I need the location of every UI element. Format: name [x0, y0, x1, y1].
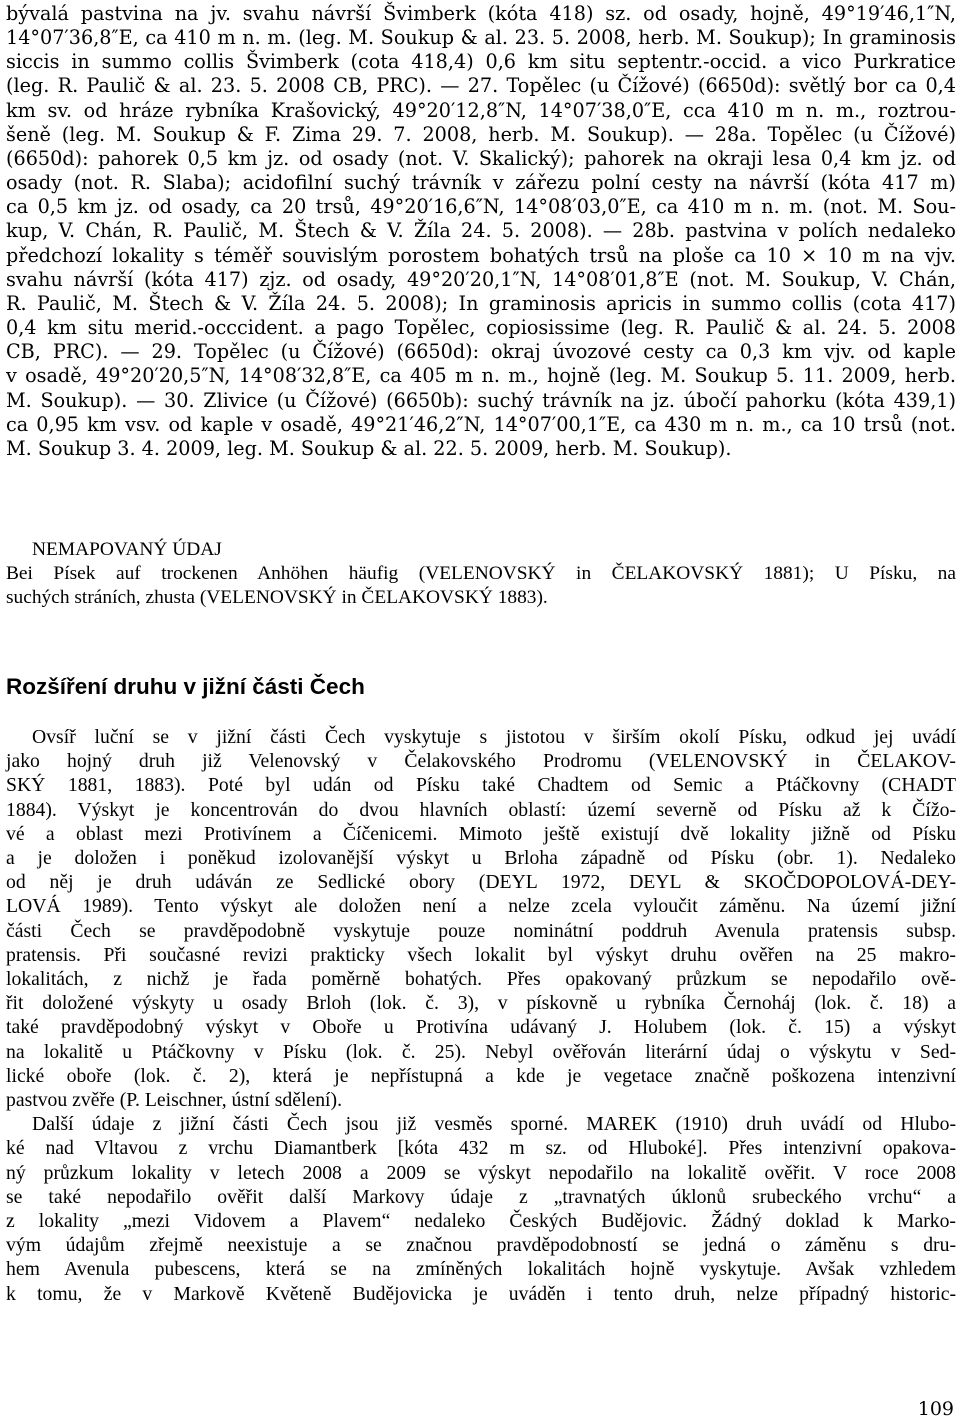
text-line: ké nad Vltavou z vrchu Diamantberk [kóta 432 m sz. od Hluboké]. Přes intenzivní opakova-: [6, 1137, 956, 1160]
section-body: [6, 725, 956, 1306]
text-line: na lokalitě u Ptáčkovny v Písku (lok. č. 25). Nebyl ověřován literární údaj o výskytu v Sed-: [6, 1040, 956, 1063]
text-line: Bei Písek auf trockenen Anhöhen häufig (VELENOVSKÝ in ČELAKOVSKÝ 1881); U Písku, na: [6, 563, 956, 585]
page-number: 109: [917, 1398, 954, 1420]
text-line: hem Avenula pubescens, která se na zmíněných lokalitách hojně vyskytuje. Avšak vzhledem: [6, 1258, 956, 1281]
text-line: bývalá pastvina na jv. svahu návrší Švimberk (kóta 418) sz. od osady, hojně, 49°19′46,1″N,: [6, 2, 956, 25]
text-line: předchozí lokality s téměř souvislým porostem bohatých trsů na ploše ca 10 × 10 m na vjv.: [6, 243, 956, 267]
text-line: 1884). Výskyt je koncentrován do dvou hlavních oblastí: území severně od Písku až k Čížo-: [6, 798, 956, 821]
text-line: od něj je druh udáván ze Sedlické obory (DEYL 1972, DEYL & SKOČDOPOLOVÁ-DEY-: [6, 871, 956, 894]
text-line: také pravděpodobný výskyt v Oboře u Protivína udávaný J. Holubem (lok. č. 15) a výskyt: [6, 1016, 956, 1039]
text-line: ca 0,95 km vsv. od kaple v osadě, 49°21′46,2″N, 14°07′00,1″E, ca 430 m n. m., ca 10 trsů (not.: [6, 412, 956, 436]
text-line: Další údaje z jižní části Čech jsou již vesměs sporné. MAREK (1910) druh uvádí od Hlubo-: [32, 1113, 956, 1136]
text-line: pratensis. Při současné revizi prakticky všech lokalit byl výskyt druhu ověřen na 25 makro-: [6, 943, 956, 966]
section-heading: Rozšíření druhu v jižní části Čech: [6, 674, 365, 699]
text-line: R. Paulič, M. Štech & V. Žíla 24. 5. 2008); In graminosis apricis in summo collis (cota 417): [6, 291, 956, 315]
text-line: CB, PRC). — 29. Topělec (u Čížové) (6650d): okraj úvozové cesty ca 0,3 km vjv. od kaple: [6, 340, 956, 364]
text-line: 0,4 km situ merid.-occcident. a pago Topělec, copiosissime (leg. R. Paulič & al. 24. 5. 2008: [6, 316, 956, 340]
text-line: pastvou zvěře (P. Leischner, ústní sdělení).: [6, 1089, 342, 1112]
text-line: v osadě, 49°20′20,5″N, 14°08′32,8″E, ca 405 m n. m., hojně (leg. M. Soukup 5. 11. 2009, herb.: [6, 364, 956, 388]
text-line: šeně (leg. M. Soukup & F. Zima 29. 7. 2008, herb. M. Soukup). — 28a. Topělec (u Čížové): [6, 122, 956, 146]
locality-records-block: [6, 2, 956, 461]
text-line: LOVÁ 1989). Tento výskyt ale doložen není a nelze zcela vyloučit záměnu. Na území jižní: [6, 895, 956, 918]
text-line: 14°07′36,8″E, ca 410 m n. m. (leg. M. Soukup & al. 23. 5. 2008, herb. M. Soukup); In graminosis: [6, 26, 956, 50]
text-line: vým údajům zřejmě neexistuje a se značnou pravděpodobností se jedná o záměnu s dru-: [6, 1234, 956, 1257]
text-line: a je doložen i poněkud izolovanější výskyt u Brloha západně od Písku (obr. 1). Nedaleko: [6, 847, 956, 870]
text-line: části Čech se pravděpodobně vyskytuje pouze nominátní poddruh Avenula pratensis subsp.: [6, 919, 956, 942]
text-line: siccis in summo collis Švimberk (cota 418,4) 0,6 km situ septentr.-occid. a vico Purkratice: [6, 50, 956, 74]
text-line: Ovsíř luční se v jižní části Čech vyskytuje s jistotou v širším okolí Písku, odkud jej uvádí: [32, 726, 956, 748]
text-line: se také nepodařilo ověřit další Markovy údaje z „travnatých úklonů srubeckého vrchu“ a: [6, 1185, 956, 1208]
text-line: vé a oblast mezi Protivínem a Číčenicemi. Mimoto ještě existují dvě lokality jižně od Písku: [6, 822, 956, 845]
text-line: ný průzkum lokality v letech 2008 a 2009 se výskyt nepodařilo na lokalitě ověřit. V roce 2008: [6, 1161, 956, 1184]
text-line: (leg. R. Paulič & al. 23. 5. 2008 CB, PRC). — 27. Topělec (u Čížové) (6650d): světlý bor ca 0,4: [6, 74, 956, 98]
text-line: (6650d): pahorek 0,5 km jz. od osady (not. V. Skalický); pahorek na okraji lesa 0,4 km jz. od: [6, 146, 956, 170]
text-line: lické oboře (lok. č. 2), která je nepřístupná a kde je vegetace značně poškozena intenzivní: [6, 1064, 956, 1087]
text-line: ca 0,5 km jz. od osady, ca 20 trsů, 49°20′16,6″N, 14°08′03,0″E, ca 410 m n. m. (not. M. Sou-: [6, 195, 956, 219]
text-line: řit doložené výskyty u osady Brloh (lok. č. 3), v pískovně u rybníka Černoháj (lok. č. 18) a: [6, 992, 956, 1015]
unmapped-heading: NEMAPOVANÝ ÚDAJ: [32, 539, 222, 560]
text-line: SKÝ 1881, 1883). Poté byl udán od Písku také Chadtem od Semic a Ptáčkovny (CHADT: [6, 774, 956, 797]
text-line: z lokality „mezi Vidovem a Plavem“ nedaleko Českých Budějovic. Žádný doklad k Marko-: [6, 1210, 956, 1233]
text-line: jako hojný druh již Velenovský v Čelakovského Prodromu (VELENOVSKÝ in ČELAKOV-: [6, 750, 956, 773]
text-line: k tomu, že v Markově Květeně Budějovicka je uváděn i tento druh, nelze případný historic-: [6, 1282, 956, 1305]
text-line: suchých stráních, zhusta (VELENOVSKÝ in ČELAKOVSKÝ 1883).: [6, 587, 548, 609]
text-line: lokalitách, z nichž je řada poměrně bohatých. Přes opakovaný průzkum se nepodařilo ově-: [6, 968, 956, 991]
text-line: svahu návrší (kóta 417) zjz. od osady, 49°20′20,1″N, 14°08′01,8″E (not. M. Soukup, V. Chán,: [6, 267, 956, 291]
unmapped-record-block: [6, 538, 956, 610]
text-line: osady (not. R. Slaba); acidofilní suchý trávník v zářezu polní cesty na návrší (kóta 417 m): [6, 171, 956, 195]
text-line: kup, V. Chán, R. Paulič, M. Štech & V. Žíla 24. 5. 2008). — 28b. pastvina v polích nedaleko: [6, 219, 956, 243]
text-line: M. Soukup 3. 4. 2009, leg. M. Soukup & al. 22. 5. 2009, herb. M. Soukup).: [6, 436, 732, 460]
text-line: M. Soukup). — 30. Zlivice (u Čížové) (6650b): suchý trávník na jz. úbočí pahorku (kóta 439,1): [6, 388, 956, 412]
text-line: km sv. od hráze rybníka Krašovický, 49°20′12,8″N, 14°07′38,0″E, cca 410 m n. m., roztrou-: [6, 98, 956, 122]
